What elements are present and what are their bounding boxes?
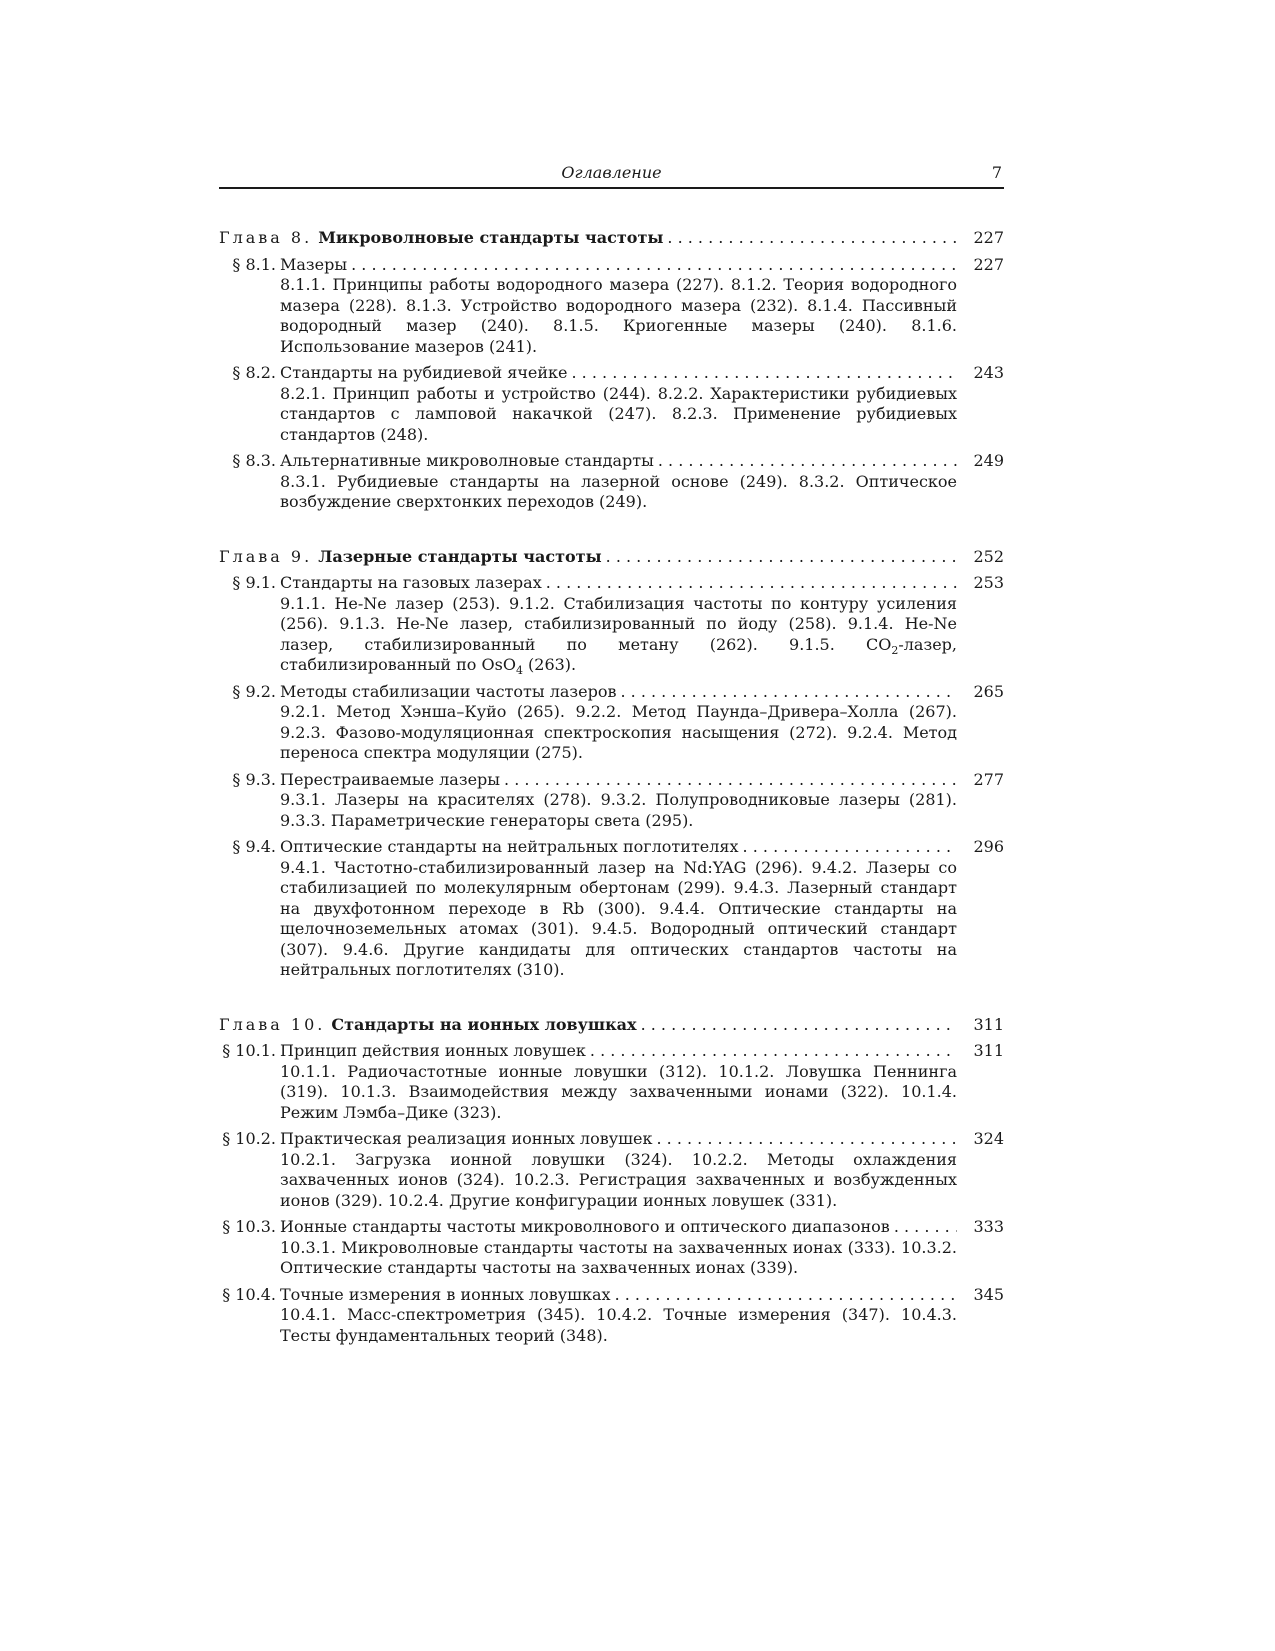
dot-leader (615, 1285, 957, 1306)
subsection-list: 10.4.1. Масс-спектрометрия (345). 10.4.2. Точные измерения (347). 10.4.3. Тесты фундаментальных теорий (348). (280, 1305, 957, 1345)
dot-leader (606, 547, 957, 568)
section-number: § 9.1. (232, 573, 276, 592)
section-number: § 9.4. (232, 837, 276, 856)
section-title: Методы стабилизации частоты лазеров (280, 681, 617, 701)
section-10-4 (219, 1285, 1004, 1347)
section-page: 296 (973, 837, 1004, 856)
subsection-list: 9.3.1. Лазеры на красителях (278). 9.3.2. Полупроводниковые лазеры (281). 9.3.3. Параметрические генераторы света (295). (280, 790, 957, 830)
section-title: Оптические стандарты на нейтральных поглотителях (280, 837, 739, 856)
chapter-page: 252 (973, 546, 1004, 566)
chapter-number: Глава 8. (219, 228, 313, 247)
subsection-list: 10.3.1. Микроволновые стандарты частоты на захваченных ионах (333). 10.3.2. Оптические стандарты частоты на захваченных ионах (339). (280, 1237, 957, 1277)
section-page: 345 (973, 1284, 1004, 1304)
chapter-heading (219, 547, 1004, 568)
chapter-heading (219, 1015, 1004, 1036)
section-8-3 (219, 451, 1004, 513)
section-title: Ионные стандарты частоты микроволнового и оптического диапазонов (280, 1217, 890, 1236)
subsection-text: 9.1.1. He-Ne лазер (253). 9.1.2. Стабилизация частоты по контуру усиления (256). 9.1.3. He-Ne лазер, стабилизированный по йоду (258). 9.1.4. He-Ne лазер, стабилизированный по метану (262). 9.1.5. CO (280, 593, 957, 654)
section-number: § 8.3. (232, 451, 276, 470)
section-title: Стандарты на рубидиевой ячейке (280, 363, 568, 382)
chapter-number: Глава 10. (219, 1014, 326, 1034)
section-page: 249 (973, 451, 1004, 470)
dot-leader (667, 228, 957, 249)
subscript: 4 (515, 664, 523, 678)
chapter-title: Лазерные стандарты частоты (318, 546, 602, 566)
section-10-1 (219, 1041, 1004, 1123)
dot-leader (894, 1217, 957, 1238)
chapter-title: Стандарты на ионных ловушках (331, 1014, 637, 1034)
section-title: Практическая реализация ионных ловушек (280, 1129, 653, 1148)
section-page: 333 (973, 1217, 1004, 1236)
chapter-page: 311 (973, 1014, 1004, 1034)
section-number: § 10.4. (222, 1284, 276, 1304)
subsection-text: -лазер, стабилизированный по OsO (280, 634, 957, 674)
section-page: 277 (973, 769, 1004, 789)
section-title: Принцип действия ионных ловушек (280, 1041, 586, 1060)
section-page: 311 (973, 1041, 1004, 1060)
table-of-contents (219, 228, 1004, 1380)
subsection-list: 9.4.1. Частотно-стабилизированный лазер на Nd:YAG (296). 9.4.2. Лазеры со стабилизацией по молекулярным обертонам (299). 9.4.3. Лазерный стандарт на двухфотонном переходе в Rb (300). 9.4.4. Оптические стандарты на щелочноземельных атомах (301). 9.4.5. Водородный оптический стандарт (307). 9.4.6. Другие кандидаты для оптических стандартов частоты на нейтральных поглотителях (310). (280, 857, 957, 979)
dot-leader (546, 573, 957, 594)
section-9-2 (219, 682, 1004, 764)
dot-leader (590, 1041, 957, 1062)
section-page: 324 (973, 1129, 1004, 1148)
section-title: Стандарты на газовых лазерах (280, 573, 542, 592)
subsection-list: 8.2.1. Принцип работы и устройство (244). 8.2.2. Характеристики рубидиевых стандартов с ламповой накачкой (247). 8.2.3. Применение рубидиевых стандартов (248). (280, 383, 957, 444)
section-number: § 10.1. (222, 1041, 276, 1060)
dot-leader (572, 363, 958, 384)
section-9-3 (219, 770, 1004, 832)
section-9-1 (219, 573, 1004, 676)
section-number: § 8.1. (232, 254, 276, 274)
section-number: § 9.3. (232, 769, 276, 789)
section-number: § 8.2. (232, 363, 276, 382)
section-page: 253 (973, 573, 1004, 592)
section-number: § 9.2. (232, 681, 276, 701)
subsection-list (280, 594, 957, 676)
section-10-3 (219, 1217, 1004, 1279)
running-header (219, 163, 1004, 189)
dot-leader (504, 770, 957, 791)
dot-leader (620, 682, 957, 703)
running-title: Оглавление (561, 163, 662, 182)
chapter-9 (219, 547, 1004, 981)
section-title: Мазеры (280, 254, 348, 274)
subscript: 2 (891, 643, 899, 657)
dot-leader (743, 837, 957, 858)
dot-leader (351, 255, 957, 276)
dot-leader (656, 1129, 957, 1150)
section-page: 243 (973, 363, 1004, 382)
section-number: § 10.3. (222, 1217, 276, 1236)
section-10-2 (219, 1129, 1004, 1211)
chapter-8 (219, 228, 1004, 513)
section-8-2 (219, 363, 1004, 445)
section-page: 227 (973, 254, 1004, 274)
section-title: Перестраиваемые лазеры (280, 769, 501, 789)
section-title: Точные измерения в ионных ловушках (280, 1284, 611, 1304)
chapter-title: Микроволновые стандарты частоты (318, 228, 664, 247)
dot-leader (641, 1015, 957, 1036)
subsection-list: 10.1.1. Радиочастотные ионные ловушки (312). 10.1.2. Ловушка Пеннинга (319). 10.1.3. Взаимодействия между захваченными ионами (322). 10.1.4. Режим Лэмба–Дике (323). (280, 1061, 957, 1122)
chapter-10 (219, 1015, 1004, 1347)
subsection-list: 9.2.1. Метод Хэнша–Куйо (265). 9.2.2. Метод Паунда–Дривера–Холла (267). 9.2.3. Фазово-модуляционная спектроскопия насыщения (272). 9.2.4. Метод переноса спектра модуляции (275). (280, 702, 957, 762)
subsection-list: 8.1.1. Принципы работы водородного мазера (227). 8.1.2. Теория водородного мазера (228). 8.1.3. Устройство водородного мазера (232). 8.1.4. Пассивный водородный мазер (240). 8.1.5. Криогенные мазеры (240). 8.1.6. Использование мазеров (241). (280, 275, 957, 356)
dot-leader (658, 451, 957, 472)
subsection-text: (263). (522, 655, 577, 674)
section-title: Альтернативные микроволновые стандарты (280, 451, 654, 470)
section-number: § 10.2. (222, 1129, 276, 1148)
section-page: 265 (973, 681, 1004, 701)
chapter-page: 227 (973, 228, 1004, 247)
subsection-list: 8.3.1. Рубидиевые стандарты на лазерной основе (249). 8.3.2. Оптическое возбуждение сверхтонких переходов (249). (280, 471, 957, 511)
section-8-1 (219, 255, 1004, 358)
subsection-list: 10.2.1. Загрузка ионной ловушки (324). 10.2.2. Методы охлаждения захваченных ионов (324). 10.2.3. Регистрация захваченных и возбужденных ионов (329). 10.2.4. Другие конфигурации ионных ловушек (331). (280, 1149, 957, 1210)
section-9-4 (219, 837, 1004, 981)
page-number: 7 (991, 163, 1002, 182)
chapter-heading (219, 228, 1004, 249)
chapter-number: Глава 9. (219, 546, 313, 566)
